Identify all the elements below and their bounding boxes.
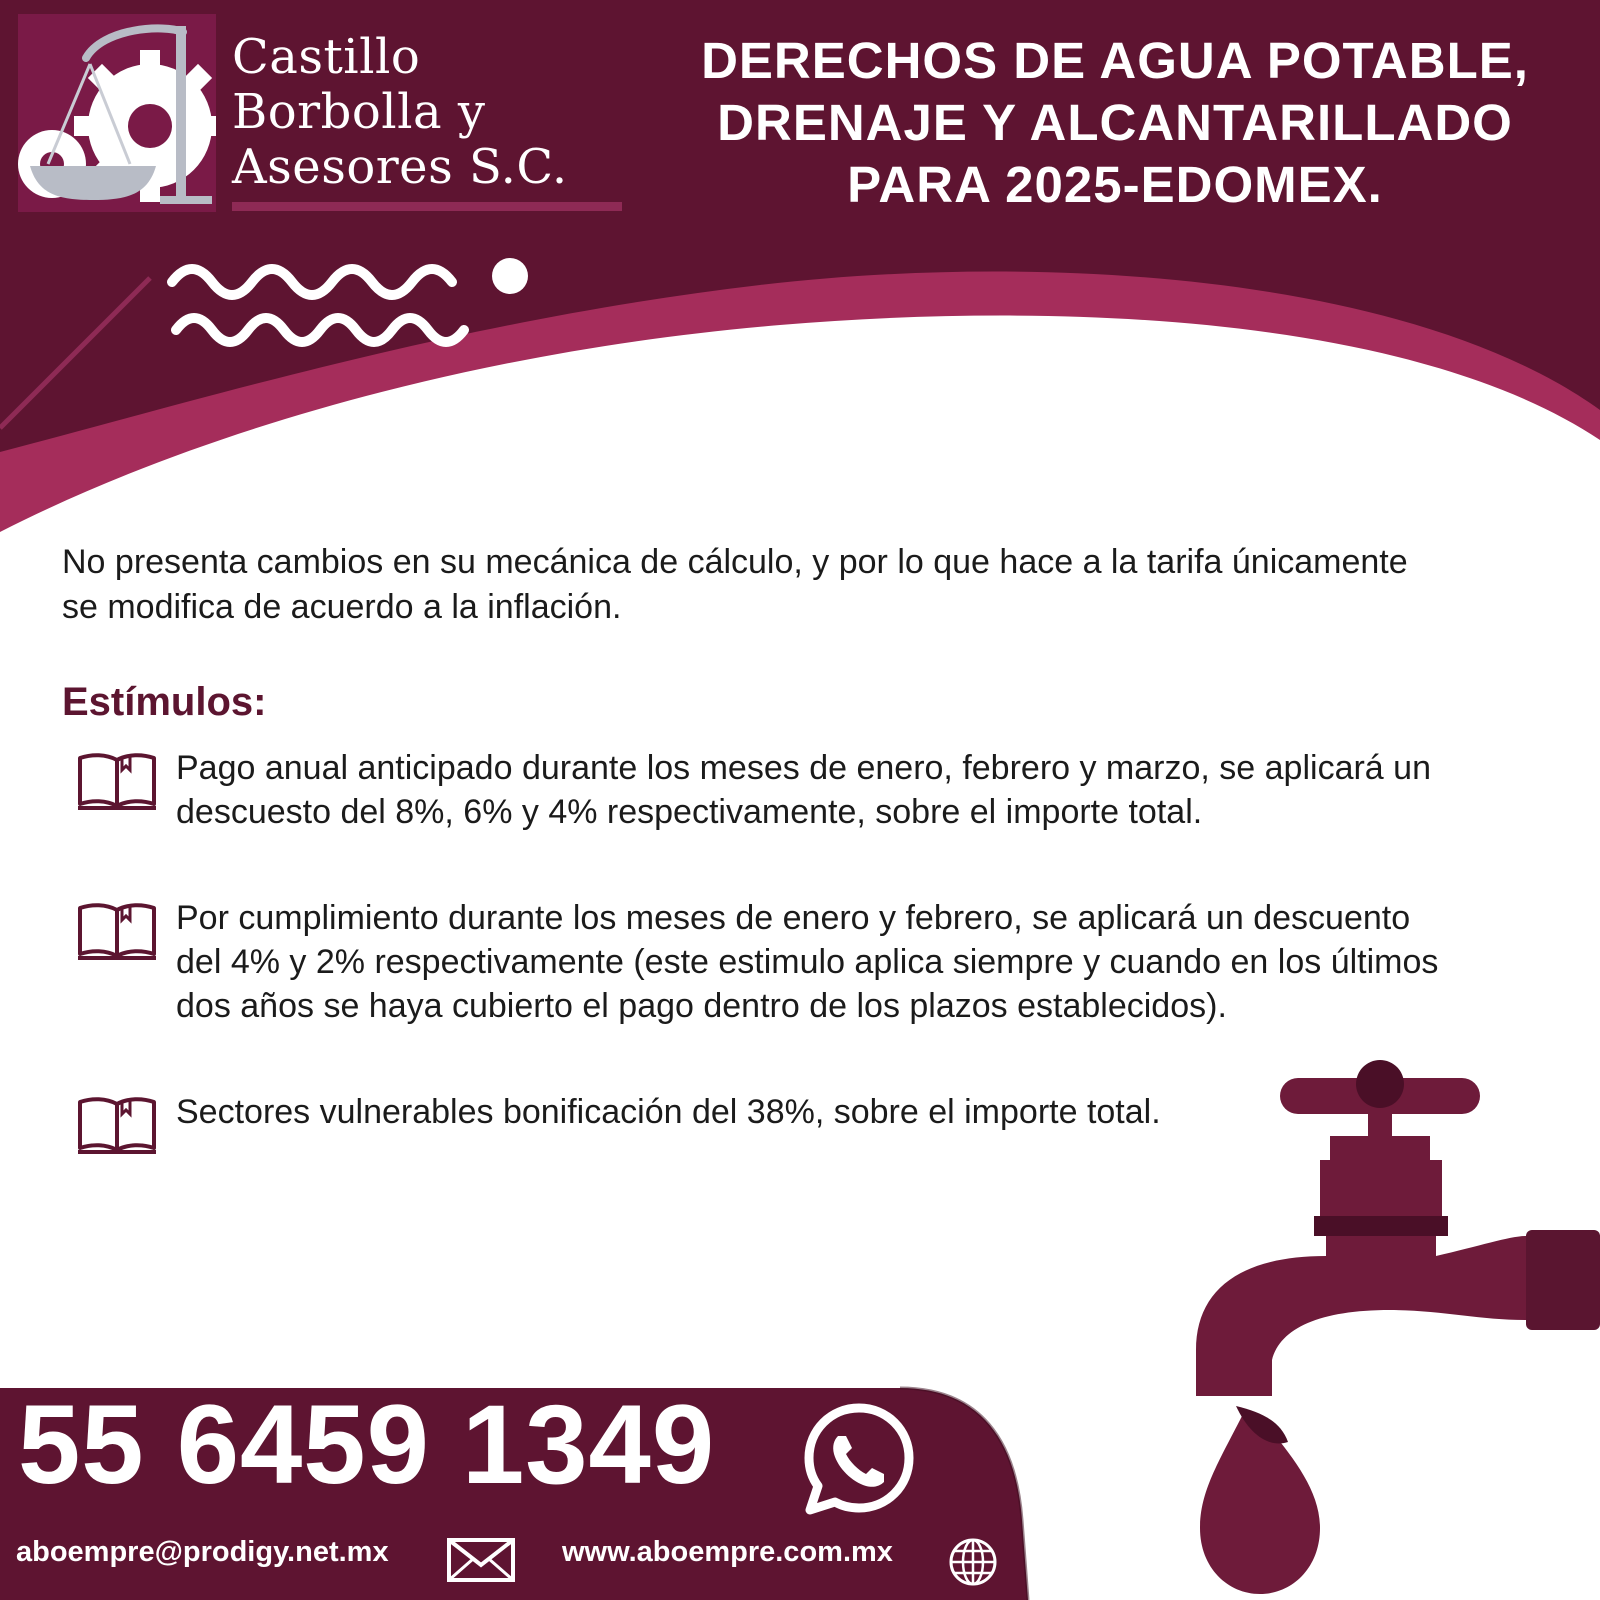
list-item-text <box>176 896 1438 1028</box>
faucet-icon <box>1180 1060 1600 1600</box>
firm-name-underline <box>232 202 622 211</box>
firm-name-line-2: Borbolla y <box>232 84 486 140</box>
title-line-2: DRENAJE Y ALCANTARILLADO <box>717 94 1513 151</box>
firm-name-line-3: Asesores S.C. <box>232 139 568 195</box>
list-item-text <box>176 1090 1161 1134</box>
book-icon <box>76 1094 158 1156</box>
phone-number[interactable]: 55 6459 1349 <box>18 1382 716 1507</box>
title-line-1: DERECHOS DE AGUA POTABLE, <box>701 32 1529 89</box>
email-link[interactable]: aboempre@prodigy.net.mx <box>16 1536 389 1568</box>
book-icon <box>76 750 158 812</box>
book-icon <box>76 900 158 962</box>
firm-name-line-1: Castillo <box>232 29 421 85</box>
intro-line-2: se modifica de acuerdo a la inflación. <box>62 588 622 626</box>
list-item-line: del 4% y 2% respectivamente (este estimulo aplica siempre y cuando en los últimos <box>176 943 1439 981</box>
section-heading: Estímulos: <box>62 680 267 724</box>
list-item-text <box>176 746 1431 834</box>
decor-dot <box>492 258 528 294</box>
list-item-line: Sectores vulnerables bonificación del 38%, sobre el importe total. <box>176 1093 1161 1131</box>
page-title <box>640 30 1590 216</box>
list-item-line: Pago anual anticipado durante los meses de enero, febrero y marzo, se aplicará un <box>176 749 1431 787</box>
website-link[interactable]: www.aboempre.com.mx <box>562 1536 893 1568</box>
list-item-line: dos años se haya cubierto el pago dentro de los plazos establecidos). <box>176 987 1227 1025</box>
list-item-line: Por cumplimiento durante los meses de enero y febrero, se aplicará un descuento <box>176 899 1411 937</box>
intro-line-1: No presenta cambios en su mecánica de cálculo, y por lo que hace a la tarifa únicamente <box>62 543 1408 581</box>
intro-paragraph <box>62 540 1552 630</box>
company-logo <box>18 14 216 212</box>
whatsapp-icon[interactable] <box>800 1400 918 1518</box>
envelope-icon[interactable] <box>446 1537 516 1583</box>
globe-icon[interactable] <box>948 1537 998 1587</box>
firm-name <box>232 30 568 195</box>
scales-gear-icon <box>18 14 216 212</box>
title-line-3: PARA 2025-EDOMEX. <box>847 156 1383 213</box>
list-item-line: descuesto del 8%, 6% y 4% respectivamente, sobre el importe total. <box>176 793 1203 831</box>
